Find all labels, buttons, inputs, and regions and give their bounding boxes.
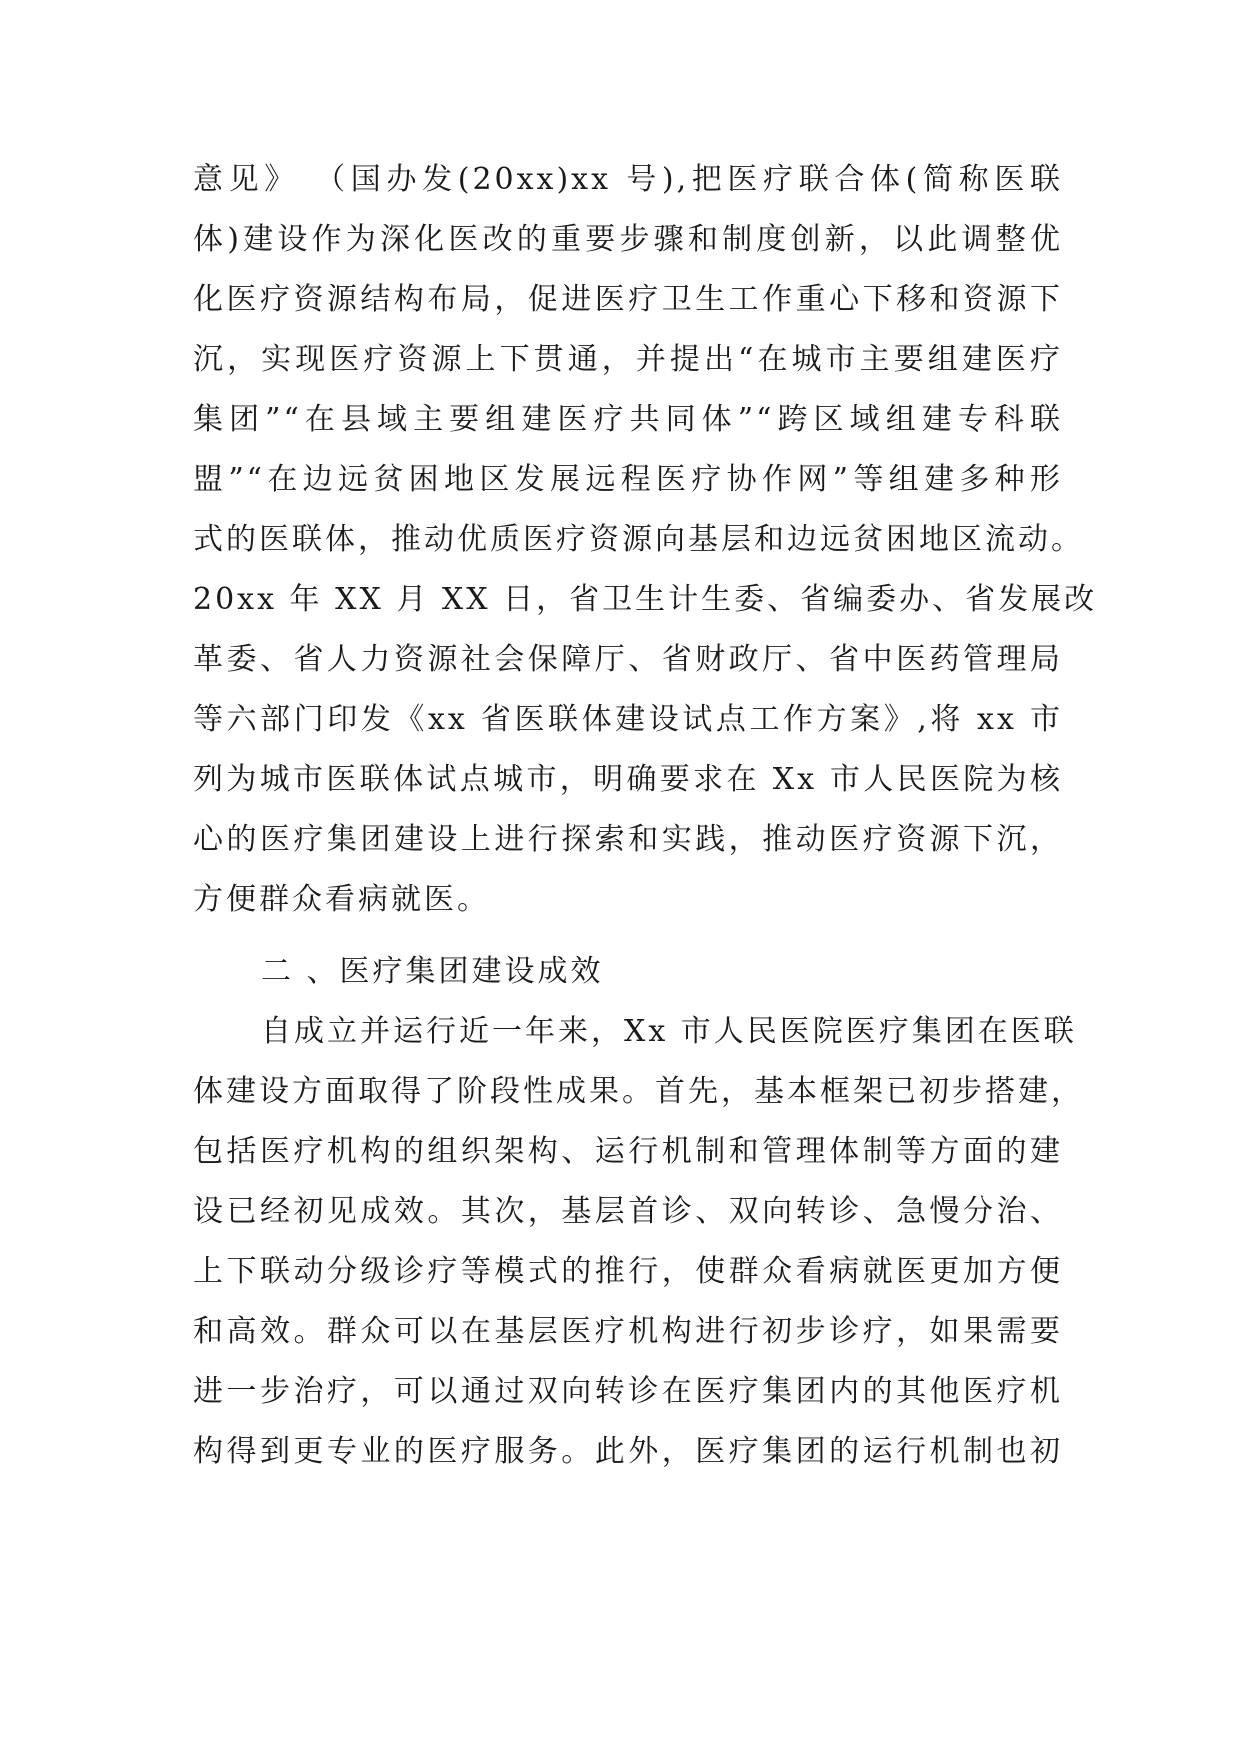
text-line-11: 列为城市医联体试点城市，明确要求在 Xx 市人民医院为核 — [193, 762, 1063, 797]
text-line-18: 设已经初见成效。其次，基层首诊、双向转诊、急慢分治、 — [193, 1194, 1063, 1229]
text-line-17: 包括医疗机构的组织架构、运行机制和管理体制等方面的建 — [193, 1134, 1063, 1169]
text-line-12: 心的医疗集团建设上进行探索和实践，推动医疗资源下沉， — [193, 822, 1063, 857]
text-line-8: 20xx 年 XX 月 XX 日，省卫生计生委、省编委办、省发展改 — [193, 582, 1098, 617]
text-line-5: 集团”“在县域主要组建医疗共同体”“跨区域组建专科联 — [193, 402, 1063, 437]
text-line-10: 等六部门印发《xx 省医联体建设试点工作方案》,将 xx 市 — [193, 702, 1063, 737]
text-line-20: 和高效。群众可以在基层医疗机构进行初步诊疗，如果需要 — [193, 1314, 1063, 1349]
text-line-3: 化医疗资源结构布局，促进医疗卫生工作重心下移和资源下 — [193, 282, 1063, 317]
text-line-13: 方便群众看病就医。 — [193, 882, 490, 917]
text-line-16: 体建设方面取得了阶段性成果。首先，基本框架已初步搭建， — [193, 1074, 1084, 1109]
text-line-6: 盟”“在边远贫困地区发展远程医疗协作网”等组建多种形 — [193, 462, 1063, 497]
text-line-19: 上下联动分级诊疗等模式的推行，使群众看病就医更加方便 — [193, 1254, 1063, 1289]
text-line-21: 进一步治疗，可以通过双向转诊在医疗集团内的其他医疗机 — [193, 1374, 1063, 1409]
text-line-9: 革委、省人力资源社会保障厅、省财政厅、省中医药管理局 — [193, 642, 1063, 677]
body-text — [193, 150, 1098, 1482]
text-line-7: 式的医联体，推动优质医疗资源向基层和边远贫困地区流动。 — [193, 522, 1084, 557]
paragraph-first-line: 自成立并运行近一年来，Xx 市人民医院医疗集团在医联 — [261, 1014, 1077, 1049]
section-heading: 二 、医疗集团建设成效 — [261, 954, 604, 989]
text-line-1: 意见》 （国办发(20xx)xx 号),把医疗联合体(简称医联 — [193, 162, 1063, 197]
text-line-22: 构得到更专业的医疗服务。此外，医疗集团的运行机制也初 — [193, 1434, 1063, 1469]
text-line-4: 沉，实现医疗资源上下贯通，并提出“在城市主要组建医疗 — [193, 342, 1063, 377]
text-line-2: 体)建设作为深化医改的重要步骤和制度创新，以此调整优 — [193, 222, 1063, 257]
